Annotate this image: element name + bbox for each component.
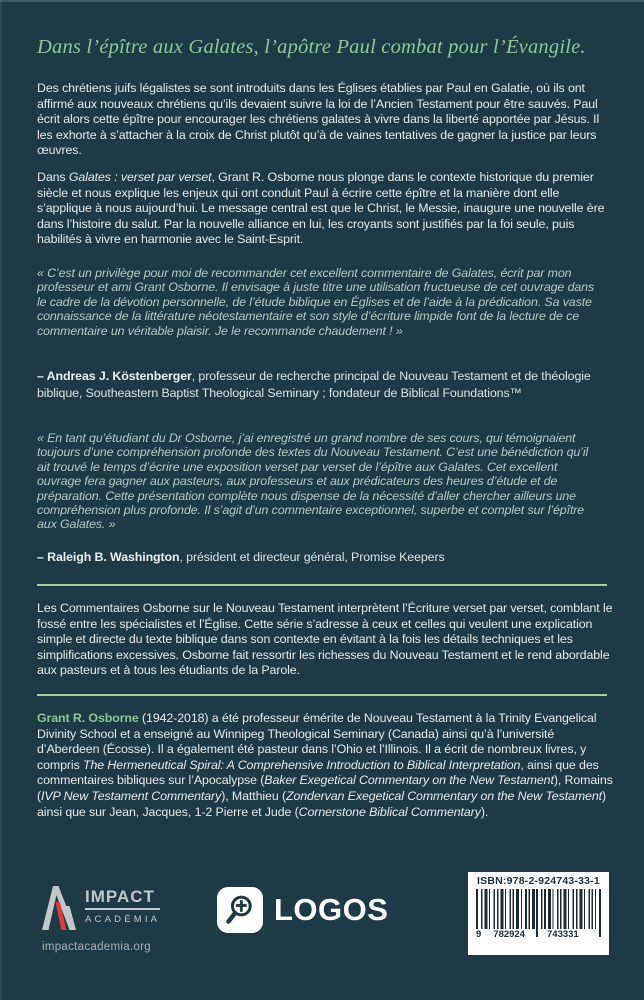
isbn-barcode <box>468 872 609 955</box>
intro-paragraph-2: Dans Galates : verset par verset, Grant R. Osborne nous plonge dans le contexte historique du premier siècle et nous explique les enjeux qui ont conduit Paul à écrire cette épître et la manière dont elle s’applique à nous aujourd’hui. Le message central est que le Christ, le Messie, inaugure une nouvelle ère dans l’histoire du salut. Par la nouvelle alliance en lui, les croyants sont justifiés par la foi seule, puis habilités à vivre en harmonie avec le Saint-Esprit. <box>37 170 605 247</box>
impact-academia-url: impactacademia.org <box>42 941 151 953</box>
logos-magnifier-cross-icon <box>217 887 263 933</box>
logos-wordmark: LOGOS <box>274 892 389 927</box>
ean-digits-group1: 782924 <box>493 929 525 940</box>
barcode-bars <box>474 889 603 941</box>
impact-brand-text: IMPACT <box>85 888 160 910</box>
intro-paragraph-1: Des chrétiens juifs légalistes se sont introduits dans les Églises établies par Paul en Galatie, où ils ont affirmé aux nouveaux chrétiens qu’ils devaient suivre la loi de l’Ancien Testament pour être sauvés. Paul écrit alors cette épître pour encourager les chrétiens galates à vivre dans la liberté apportée par Jésus. Il les exhorte à s’attacher à la croix de Christ plutôt qu’à de vaines tentatives de gagner la justice par leurs œuvres. <box>37 81 600 158</box>
endorser-name-2: – Raleigh B. Washington <box>37 550 180 564</box>
barcode-guard-right <box>599 889 601 937</box>
author-bio: Grant R. Osborne (1942-2018) a été professeur émérite de Nouveau Testament à la Trinity Evangelical Divinity School et a enseigné au Winnipeg Theological Seminary (Canada) ainsi qu’à l’université d’Aberdeen (Écosse). Il a également été pasteur dans l’Ohio et l’Illinois. Il a écrit de nombreux livres, y compris The Hermeneutical Spiral: A Comprehensive Introduction to Biblical Interpretation, ainsi que des commentaires bibliques sur l’Apocalypse (Baker Exegetical Commentary on the New Testament), Romains (IVP New Testament Commentary), Matthieu (Zondervan Exegetical Commentary on the New Testament) ainsi que sur Jean, Jacques, 1-2 Pierre et Jude (Cornerstone Biblical Commentary). <box>37 711 613 819</box>
divider-line-bottom <box>37 694 607 696</box>
endorser-role-1: , professeur de recherche principal de Nouveau Testament et de théologie biblique, Southeastern Baptist Theological Seminary ; fondateur de Biblical Foundations™ <box>37 369 591 400</box>
endorsement-quote-1: « C’est un privilège pour moi de recommander cet excellent commentaire de Galates, écrit par mon professeur et ami Grant Osborne. Il envisage à juste titre une utilisation fructueuse de cet ouvrage dans le cadre de la dévotion personnelle, de l’étude biblique en Églises et de l’aide à la prédication. Sa vaste connaissance de la littérature néotestamentaire et son style d’écriture limpide font de la lecture de ce commentaire un véritable plaisir. Je le recommande chaudement ! » <box>37 266 595 338</box>
endorsement-attribution-1 <box>37 368 613 401</box>
series-description: Les Commentaires Osborne sur le Nouveau Testament interprètent l’Écriture verset par verset, comblant le fossé entre les spécialistes et l’Église. Cette série s’adresse à ceux et celles qui veulent une explication simple et directe du texte biblique dans son contexte en évitant à la fois les détails techniques et les simplifications excessives. Osborne fait ressortir les richesses du Nouveau Testament et le rend abordable aux pasteurs et à tous les étudiants de la Parole. <box>37 601 613 678</box>
barcode-stripes <box>481 889 596 929</box>
endorser-role-2: , président et directeur général, Promise Keepers <box>179 550 445 564</box>
cover-headline: Dans l’épître aux Galates, l’apôtre Paul combat pour l’Évangile. <box>37 36 586 58</box>
impact-academia-logo <box>42 884 160 936</box>
impact-mountain-icon <box>42 884 76 936</box>
endorsement-quote-2: « En tant qu’étudiant du Dr Osborne, j’ai enregistré un grand nombre de ses cours, qui témoignaient toujours d’une compréhension profonde des textes du Nouveau Testament. C’est une bénédiction qu’il ait trouvé le temps d’écrire une exposition verset par verset de l’épître aux Galates. Cet excellent ouvrage fera gagner aux pasteurs, aux professeurs et aux prédicateurs des heures d’étude et de préparation. Cette présentation complète nous dispense de la nécessité d’aller chercher ailleurs une compréhension plus profonde. Il s’agit d’un commentaire exceptionnel, superbe et complet sur l’épître aux Galates. » <box>37 431 589 532</box>
ean-digits-group2: 743331 <box>547 929 579 940</box>
logos-publisher-logo <box>217 887 388 933</box>
ean-digit-first: 9 <box>476 929 482 940</box>
divider-line-top <box>37 584 607 586</box>
endorser-name-1: – Andreas J. Köstenberger <box>37 369 192 383</box>
endorsement-attribution-2 <box>37 549 613 566</box>
ean-digits <box>476 929 596 941</box>
impact-wordmark <box>85 884 160 925</box>
isbn-number: ISBN:978-2-924743-33-1 <box>477 875 600 887</box>
impact-academia-text: ACADÉMIA <box>85 914 161 925</box>
